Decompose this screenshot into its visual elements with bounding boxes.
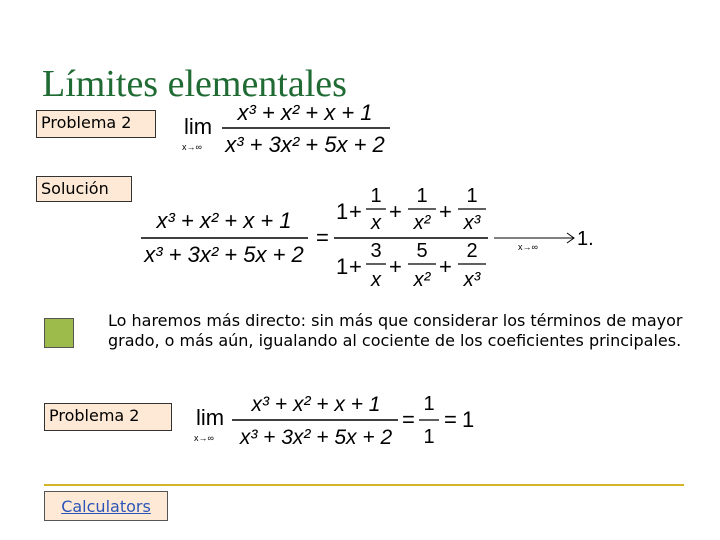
sol-equals: = <box>316 225 329 250</box>
big-num-plus-1: + <box>349 199 362 224</box>
solution-expression <box>136 178 606 298</box>
big-num-one: 1 <box>336 199 349 224</box>
big-den-plus-1: + <box>349 254 362 279</box>
big-den-t1-num: 3 <box>370 240 382 262</box>
limit-result: 1. <box>577 228 594 250</box>
bullet-square <box>44 318 74 348</box>
big-num-t1-den: x <box>371 212 381 234</box>
big-den-plus-2: + <box>389 254 402 279</box>
big-num-t3-num: 1 <box>466 185 478 207</box>
solucion-label: Solución <box>36 176 132 202</box>
big-num-plus-3: + <box>439 199 452 224</box>
problema-2-label: Problema 2 <box>36 110 156 138</box>
big-den-t2-den: x² <box>413 269 431 291</box>
sol-denominator: x³ + 3x² + 5x + 2 <box>144 242 304 267</box>
final-ratio-num: 1 <box>423 393 435 415</box>
numerator-text: x³ + x² + x + 1 <box>237 100 373 125</box>
final-limit-expression <box>192 392 482 454</box>
explanation-text: Lo haremos más directo: sin más que considerar los términos de mayor grado, o más aún, igualando al cociente de los coeficientes principales. <box>108 311 683 350</box>
final-lim-text: lim <box>196 405 225 430</box>
page-title: Límites elementales <box>42 63 347 105</box>
final-equals-2: = <box>444 407 457 432</box>
big-num-plus-2: + <box>389 199 402 224</box>
footer-rule <box>44 484 684 486</box>
problem-limit-expression <box>180 98 400 162</box>
lim-text: lim <box>184 114 213 139</box>
big-den-plus-3: + <box>439 254 452 279</box>
final-result: 1 <box>462 407 475 432</box>
final-ratio-den: 1 <box>423 426 435 448</box>
big-den-t3-den: x³ <box>463 269 481 291</box>
big-num-t2-den: x² <box>413 212 431 234</box>
big-den-t3-num: 2 <box>466 240 478 262</box>
final-denominator: x³ + 3x² + 5x + 2 <box>239 426 393 449</box>
big-den-t1-den: x <box>371 269 381 291</box>
sol-numerator: x³ + x² + x + 1 <box>156 208 292 233</box>
calculators-link[interactable]: Calculators <box>44 491 168 521</box>
final-equals-1: = <box>402 407 415 432</box>
big-num-t2-num: 1 <box>416 185 428 207</box>
final-numerator: x³ + x² + x + 1 <box>251 393 381 416</box>
big-num-t3-den: x³ <box>463 212 481 234</box>
lim-subscript: x→∞ <box>182 142 202 152</box>
denominator-text: x³ + 3x² + 5x + 2 <box>225 132 385 157</box>
final-lim-subscript: x→∞ <box>194 433 214 443</box>
problema-2-label-bottom: Problema 2 <box>44 403 172 431</box>
big-den-one: 1 <box>336 254 349 279</box>
big-num-t1-num: 1 <box>370 185 382 207</box>
big-den-t2-num: 5 <box>416 240 428 262</box>
arrow-subscript: x→∞ <box>518 242 538 252</box>
